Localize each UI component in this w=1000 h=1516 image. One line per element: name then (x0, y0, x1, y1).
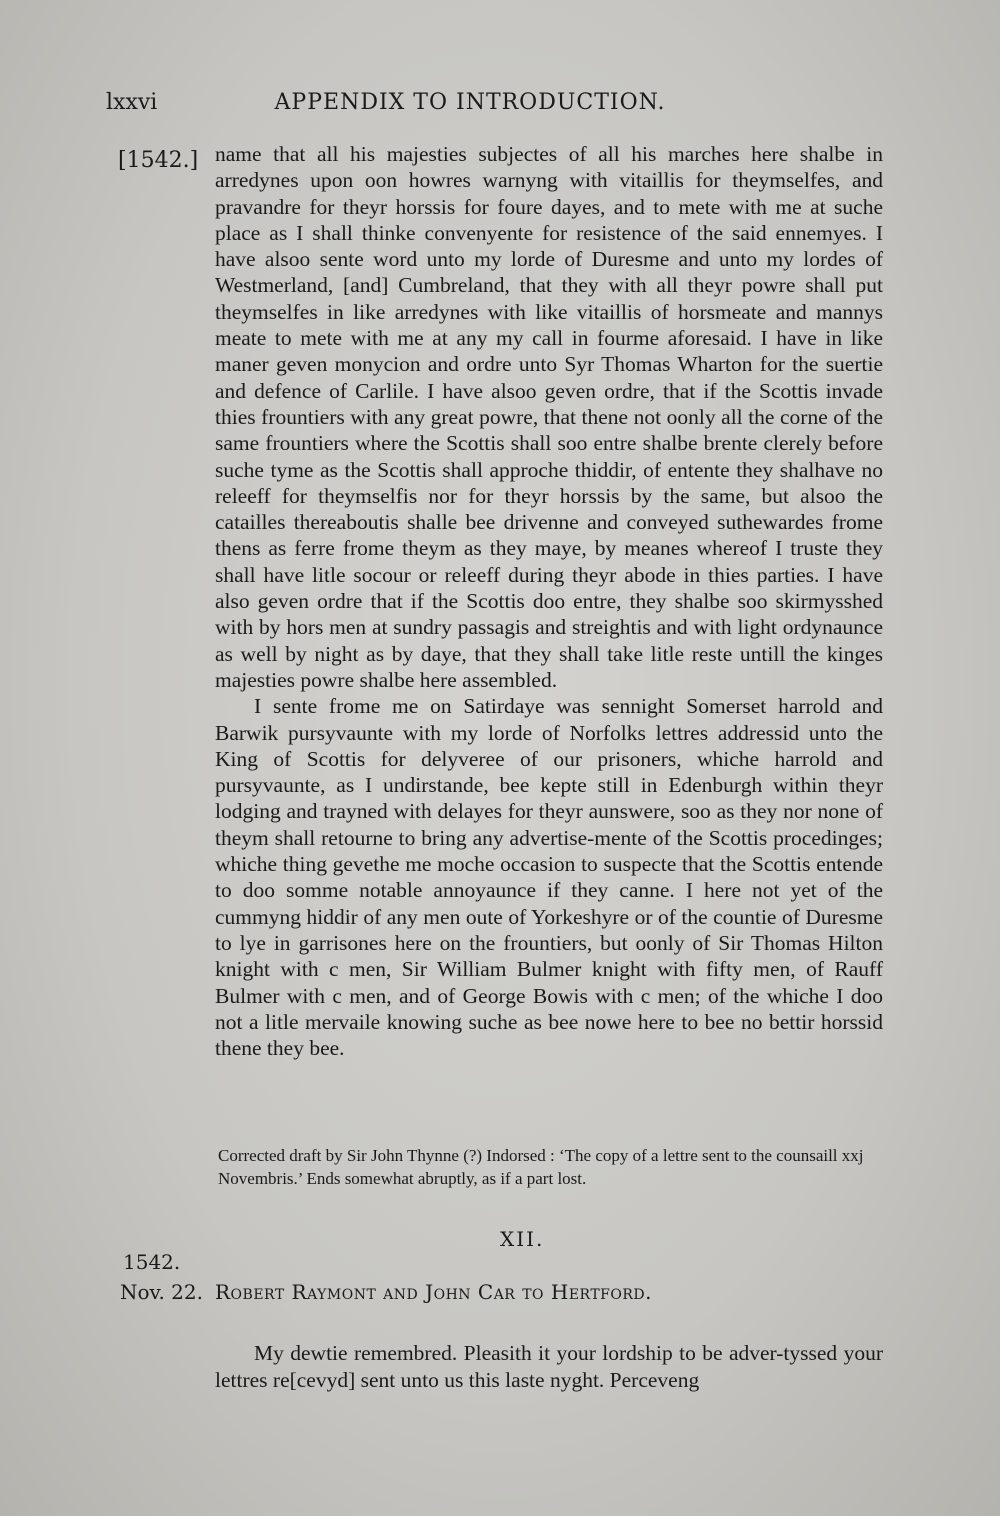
document-year: 1542. (123, 1250, 181, 1274)
document-number: XII. (500, 1227, 545, 1251)
margin-date: [1542.] (118, 148, 199, 173)
page-number: lxxvi (106, 90, 158, 115)
editorial-note: Corrected draft by Sir John Thynne (?) Indorsed : ‘The copy of a lettre sent to the counsaill xxj Novembris.’ Ends somewhat abruptly, as if a part lost. (218, 1146, 864, 1188)
document-date: Nov. 22. (120, 1280, 203, 1304)
running-head (0, 90, 1000, 120)
document-heading: Robert Raymont and John Car to Hertford. (215, 1280, 652, 1304)
letter-text (215, 141, 883, 1061)
letter-opening: My dewtie remembred. Pleasith it your lordship to be adver-tyssed your lettres re[cevyd] sent unto us this laste nyght. Perceveng (215, 1340, 883, 1392)
paragraph-2: I sente frome me on Satirdaye was sennight Somerset harrold and Barwik pursyvaunte with my lorde of Norfolks lettres addressid unto the King of Scottis for delyveree of our prisoners, whiche harrold and pursyvaunte, as I undirstande, bee kepte still in Edenburgh within theyr lodging and trayned with delayes for theyr aunswere, soo as they nor none of theym shall retourne to bring any advertise-mente of the Scottis procedinges; whiche thing gevethe me moche occasion to suspecte that the Scottis entende to doo somme notable annoyaunce if they canne. I here not yet of the cummyng hiddir of any men oute of Yorkeshyre or of the countie of Duresme to lye in garrisones here on the frountiers, but oonly of Sir Thomas Hilton knight with c men, Sir William Bulmer knight with fifty men, of Rauff Bulmer with c men, and of George Bowis with c men; of the whiche I doo not a litle mervaile knowing suche as bee nowe here to bee no bettir horssid thene they bee. (215, 694, 883, 1061)
paragraph-1: name that all his majesties subjectes of all his marches here shalbe in arredynes upon oon howres warnyng with vitaillis for theymselfes, and pravandre for theyr horssis for foure dayes, and to mete with me at suche place as I shall thinke convenyente for resistence of the said ennemyes. I have alsoo sente word unto my lorde of Duresme and unto my lordes of Westmerland, [and] Cumbreland, that they with all theyr powre shall put theymselfes in like arredynes with like vitaillis of horsmeate and mannys meate to mete with me at any my call in fourme aforesaid. I have in like maner geven monycion and ordre unto Syr Thomas Wharton for the suertie and defence of Carlile. I have alsoo geven ordre, that if the Scottis invade thies frountiers with any great powre, that thene not oonly all the corne of the same frountiers where the Scottis shall soo entre shalbe brente clerely before suche tyme as the Scottis shall approche thiddir, of ententе they shalhave no releeff for theymselfis nor for theyr horssis by the same, but alsoo the catailles thereaboutis shalle bee drivenne and conveyed suthewardes frome thens as ferre frome theym as they maye, by meanes whereof I truste they shall have litle socour or releeff during theyr abode in thies parties. I have also geven ordre that if the Scottis doo entre, they shalbe soo skirmysshed with by hors men at sundry passagis and streightis and with light ordynaunce as well by night as by daye, that they shall take litle reste untill the kinges majesties powre shalbe here assembled. (215, 142, 883, 692)
running-title: APPENDIX TO INTRODUCTION. (274, 90, 666, 115)
